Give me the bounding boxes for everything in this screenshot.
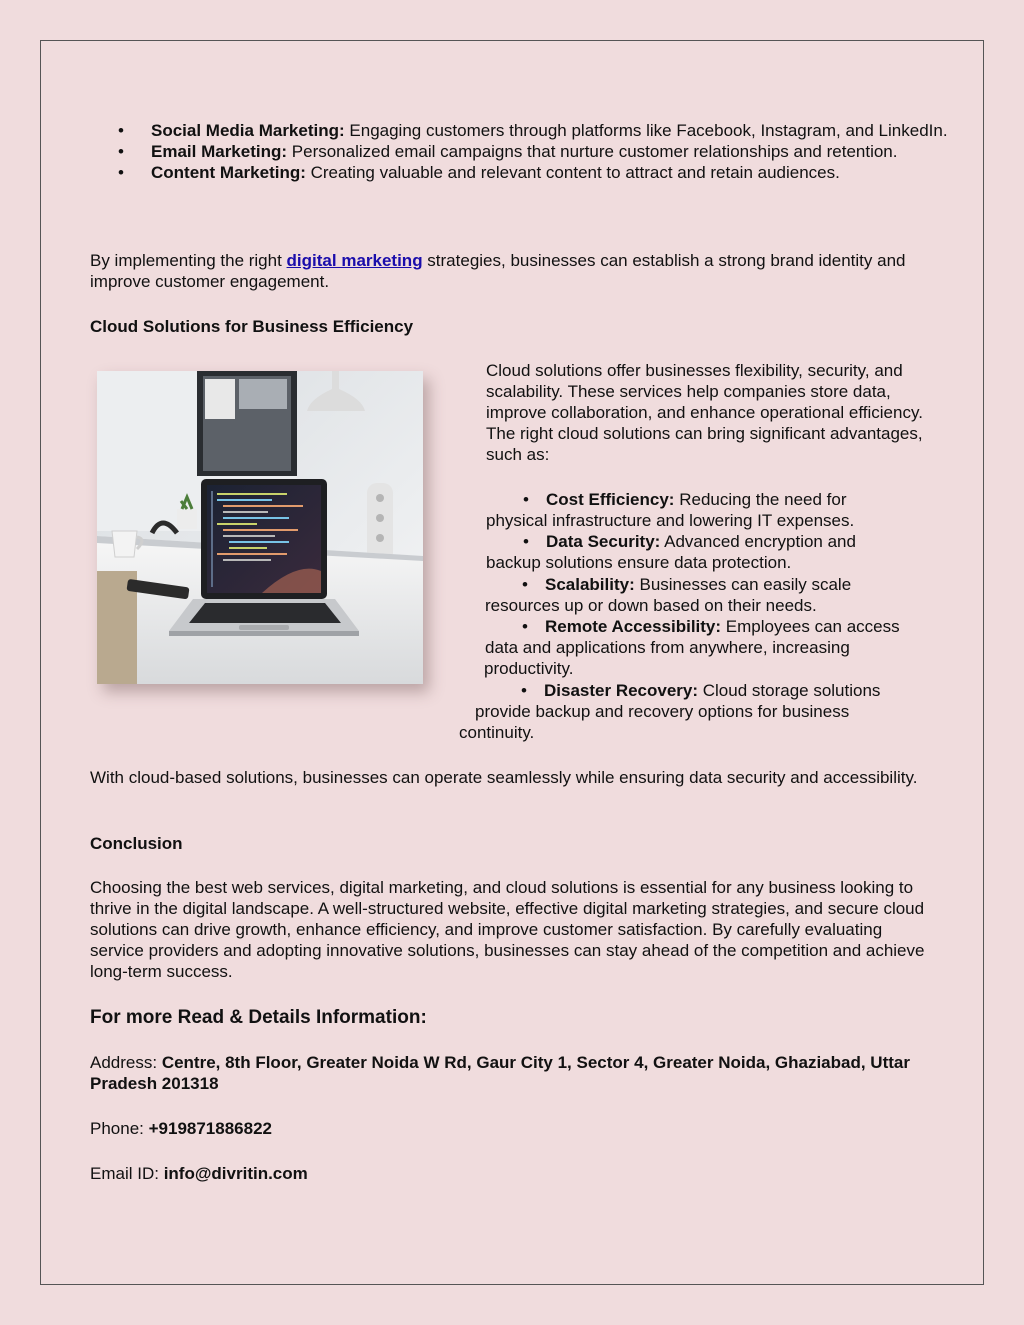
list-item: • Email Marketing: Personalized email campaigns that nurture customer relationships and retention.	[90, 141, 950, 162]
laptop-photo	[97, 371, 423, 684]
more-info-heading: For more Read & Details Information:	[90, 1007, 427, 1028]
bullet: •	[521, 681, 527, 700]
implement-paragraph: By implementing the right digital marketing strategies, businesses can establish a strong brand identity and improve customer engagement.	[90, 251, 906, 291]
cloud-intro-paragraph: Cloud solutions offer businesses flexibility, security, and scalability. These services help companies store data, improve collaboration, and enhance operational efficiency. The right cloud solutions can bring significant advantages, such as:	[486, 361, 923, 464]
conclusion-paragraph: Choosing the best web services, digital marketing, and cloud solutions is essential for any business looking to thrive in the digital landscape. A well-structured website, effective digital marketing strategies, and secure cloud solutions can drive growth, enhance efficiency, and improve customer satisfaction. By carefully evaluating service providers and adopting innovative solutions, businesses can stay ahead of the competition and achieve long-term success.	[90, 878, 925, 981]
list-item: • Content Marketing: Creating valuable and relevant content to attract and retain audiences.	[90, 162, 950, 183]
address-value: Centre, 8th Floor, Greater Noida W Rd, Gaur City 1, Sector 4, Greater Noida, Ghaziabad, Uttar Pradesh 201318	[90, 1053, 910, 1093]
phone-line: Phone: +919871886822	[90, 1119, 272, 1138]
phone-value: +919871886822	[148, 1119, 272, 1138]
email-value: info@divritin.com	[163, 1164, 308, 1183]
marketing-list	[90, 120, 950, 183]
email-line: Email ID: info@divritin.com	[90, 1164, 308, 1183]
cloud-summary-paragraph: With cloud-based solutions, businesses can operate seamlessly while ensuring data security and accessibility.	[90, 768, 918, 787]
cloud-heading: Cloud Solutions for Business Efficiency	[90, 317, 414, 336]
list-item: • Social Media Marketing: Engaging customers through platforms like Facebook, Instagram, and LinkedIn.	[90, 120, 950, 141]
bullet: •	[523, 490, 529, 509]
digital-marketing-link[interactable]: digital marketing	[286, 251, 423, 270]
conclusion-heading: Conclusion	[90, 834, 183, 853]
bullet: •	[522, 617, 528, 636]
bullet: •	[522, 575, 528, 594]
address-line: Address: Centre, 8th Floor, Greater Noida W Rd, Gaur City 1, Sector 4, Greater Noida, Ghaziabad, Uttar Pradesh 201318	[90, 1053, 910, 1093]
bullet: •	[523, 532, 529, 551]
